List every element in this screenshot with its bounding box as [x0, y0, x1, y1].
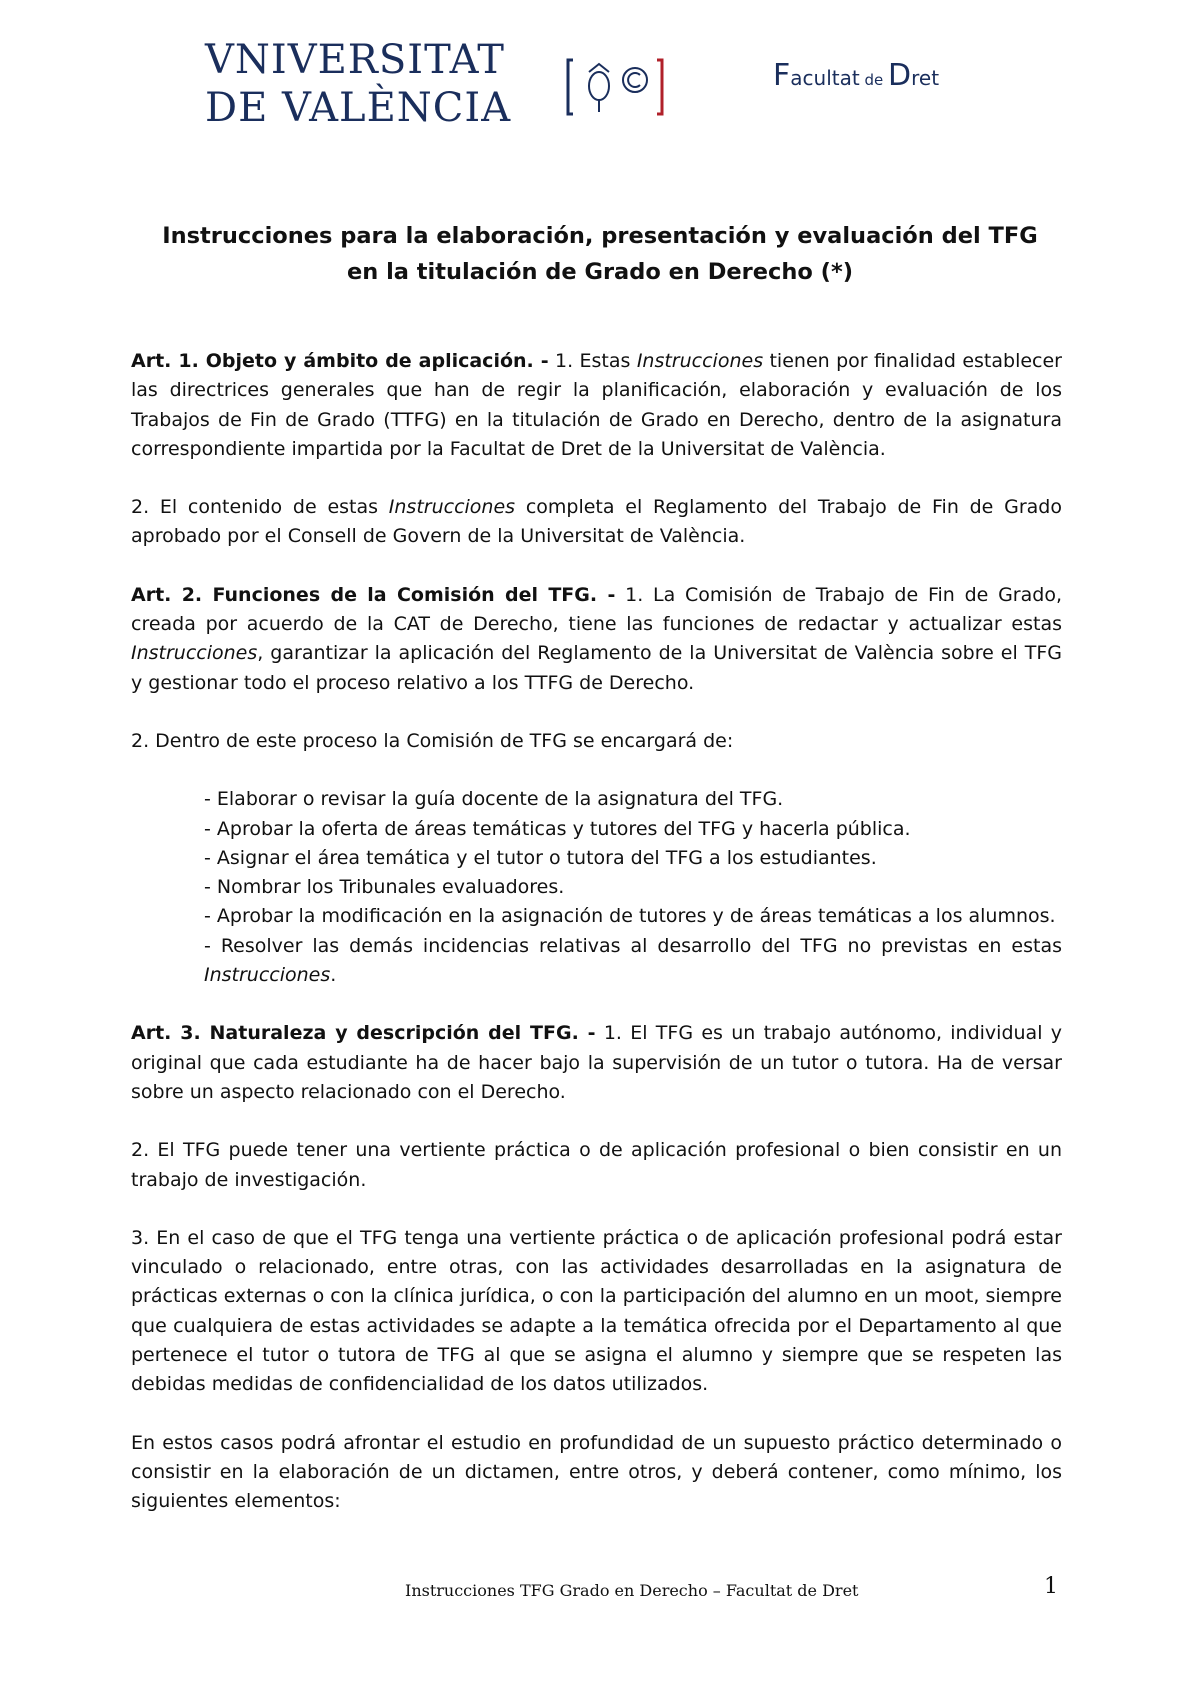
faculty-logo-d: D — [888, 58, 912, 93]
art2-p1-italic: Instrucciones — [131, 642, 258, 665]
faculty-logo-acultat: acultat — [790, 66, 860, 90]
art1-p2-text-b: completa el Reglamento del Trabajo de Fin de Grado aprobado por el Consell de Govern de la Universitat de València. — [131, 496, 1062, 548]
commission-duties-list — [204, 785, 1062, 990]
art2-paragraph1 — [131, 581, 1062, 698]
art1-p1-text-b: tienen por finalidad establecer las directrices generales que han de regir la planificación, elaboración y evaluación de los Trabajos de Fin de Grado (TTFG) en la titulación de Grado en Derecho, dentro de la asignatura correspondiente impartida por la Facultat de Dret de la Universitat de València. — [131, 350, 1062, 460]
university-logo-line2: DE VALÈNCIA — [205, 85, 512, 131]
faculty-logo-ret: ret — [911, 66, 940, 90]
list-item: - Asignar el área temática y el tutor o tutora del TFG a los estudiantes. — [204, 846, 877, 869]
art2-p1-text-a: 1. La Comisión de Trabajo de Fin de Grado, creada por acuerdo de la CAT de Derecho, tiene las funciones de redactar y actualizar estas — [131, 583, 1062, 636]
faculty-logo-f: F — [773, 58, 791, 93]
art1-p2-text-a: 2. El contenido de estas — [131, 496, 389, 519]
art3-heading: Art. 3. Naturaleza y descripción del TFG. - — [131, 1022, 596, 1045]
art2-p1-text-b: , garantizar la aplicación del Reglamento de la Universitat de València sobre el TFG y gestionar todo el proceso relativo a los TTFG de Derecho. — [131, 642, 1062, 694]
list-item — [204, 932, 1062, 991]
art2-heading: Art. 2. Funciones de la Comisión del TFG. - — [131, 583, 616, 606]
faculty-logo-de: de — [859, 71, 888, 89]
list-item: - Aprobar la modificación en la asignación de tutores y de áreas temáticas a los alumnos. — [204, 905, 1056, 928]
last-item-text-b: . — [330, 964, 337, 987]
title-line1: Instrucciones para la elaboración, presentación y evaluación del TFG — [162, 223, 1038, 249]
university-logo-line1: VNIVERSITAT — [205, 37, 505, 83]
page-number: 1 — [1044, 1574, 1058, 1599]
art3-p1-text: 1. El TFG es un trabajo autónomo, individual y original que cada estudiante ha de hacer bajo la supervisión de un tutor o tutora. Ha de versar sobre un aspecto relacionado con el Derecho. — [131, 1022, 1062, 1103]
art3-paragraph3: 3. En el caso de que el TFG tenga una vertiente práctica o de aplicación profesional podrá estar vinculado o relacionado, entre otras, con las actividades desarrolladas en la asignatura de prácticas externas o con la clínica jurídica, o con la participación del alumno en un moot, siempre que cualquiera de estas actividades se adapte a la temática ofrecida por el Departamento al que pertenece el tutor o tutora de TFG al que se asigna el alumno y siempre que se respeten las debidas medidas de confidencialidad de los datos utilizados. — [131, 1226, 1062, 1396]
art1-p2-italic: Instrucciones — [388, 496, 516, 519]
art1-paragraph1 — [131, 347, 1062, 464]
document-title — [100, 218, 1100, 290]
document-body — [131, 347, 1062, 1546]
page-footer: Instrucciones TFG Grado en Derecho – Facultat de Dret — [405, 1581, 859, 1600]
title-line2: en la titulación de Grado en Derecho (*) — [346, 259, 854, 285]
art1-paragraph2 — [131, 493, 1062, 552]
last-item-text-a: - Resolver las demás incidencias relativas al desarrollo del TFG no previstas en estas — [204, 934, 1062, 957]
art1-p1-italic: Instrucciones — [636, 350, 764, 372]
art3-paragraph1 — [131, 1019, 1062, 1107]
last-item-italic: Instrucciones — [204, 964, 331, 987]
art1-heading: Art. 1. Objeto y ámbito de aplicación. - — [131, 350, 549, 372]
faculty-logo — [773, 58, 939, 93]
art3-paragraph2: 2. El TFG puede tener una vertiente práctica o de aplicación profesional o bien consistir en un trabajo de investigación. — [131, 1139, 1062, 1191]
art1-p1-text-a: 1. Estas — [548, 350, 637, 372]
seal-icon — [565, 56, 665, 118]
art2-paragraph2: 2. Dentro de este proceso la Comisión de TFG se encargará de: — [131, 729, 734, 752]
list-item: - Elaborar o revisar la guía docente de la asignatura del TFG. — [204, 788, 784, 811]
list-item: - Nombrar los Tribunales evaluadores. — [204, 876, 565, 899]
list-item: - Aprobar la oferta de áreas temáticas y tutores del TFG y hacerla pública. — [204, 817, 911, 840]
art3-paragraph4: En estos casos podrá afrontar el estudio en profundidad de un supuesto práctico determinado o consistir en la elaboración de un dictamen, entre otros, y deberá contener, como mínimo, los siguientes elementos: — [131, 1431, 1062, 1513]
university-logo — [205, 37, 512, 131]
